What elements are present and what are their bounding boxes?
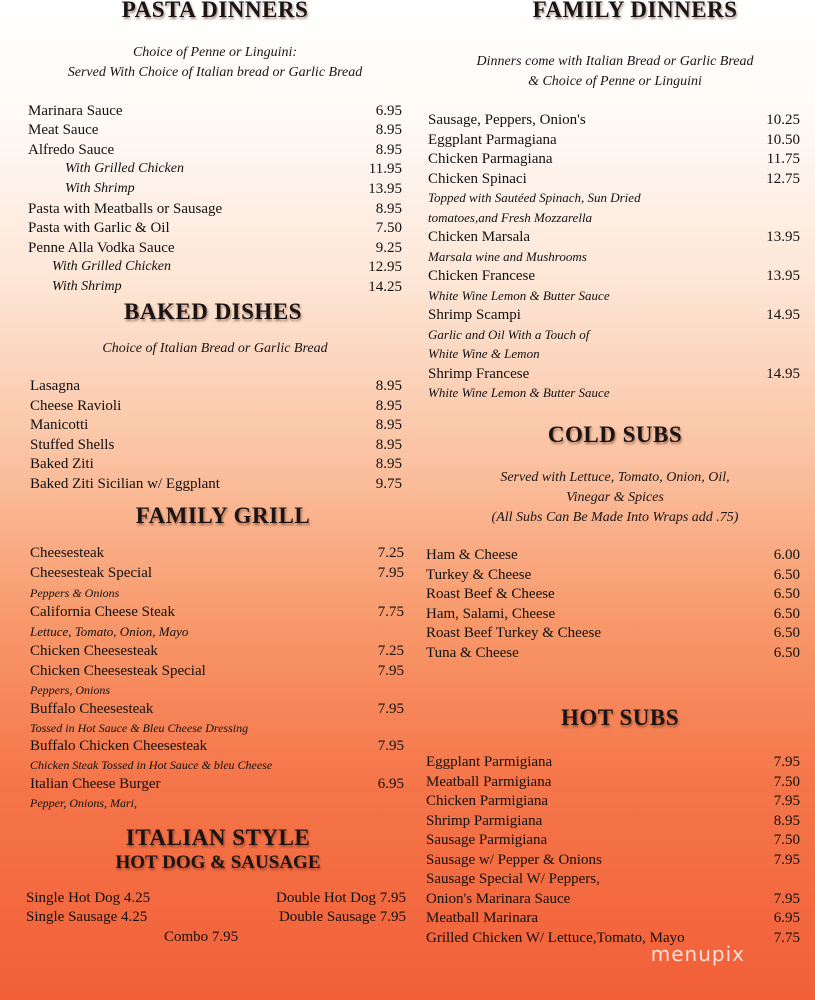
menu-item: [428, 130, 800, 150]
item-price: 7.95: [773, 891, 800, 907]
item-description: tomatoes,and Fresh Mozzarella: [428, 210, 593, 225]
item-name: Chicken Cheesesteak: [30, 643, 158, 659]
item-name: Ham & Cheese: [426, 547, 518, 563]
item-price: 8.95: [375, 398, 402, 414]
menu-item: [428, 305, 800, 325]
item-name: Buffalo Chicken Cheesesteak: [30, 738, 208, 754]
item-price: 7.95: [377, 738, 404, 754]
menu-item: [426, 889, 800, 909]
menu-item: [426, 772, 800, 792]
item-price: 6.00: [773, 547, 800, 563]
item-name: With Grilled Chicken: [52, 259, 171, 274]
menu-item: [26, 907, 406, 927]
item-description: White Wine Lemon & Butter Sauce: [428, 385, 610, 400]
menu-item: [30, 563, 404, 583]
combo: Combo 7.95: [164, 929, 239, 945]
menu-item: [30, 699, 404, 719]
single-sausage: Single Sausage 4.25: [26, 909, 148, 925]
item-name: Shrimp Parmigiana: [426, 813, 543, 829]
item-name: With Shrimp: [52, 279, 122, 294]
item-price: 6.95: [375, 103, 402, 119]
item-price: 8.95: [375, 456, 402, 472]
menu-item: [30, 415, 402, 435]
item-name: Sausage Special W/ Peppers,: [426, 871, 600, 887]
item-price: 6.50: [773, 606, 800, 622]
item-price: 7.95: [377, 565, 404, 581]
single-hot-dog: Single Hot Dog 4.25: [26, 890, 151, 906]
menu-item: [428, 110, 800, 130]
item-price: 7.50: [773, 774, 800, 790]
menu-item: [28, 101, 402, 121]
item-description: Chicken Steak Tossed in Hot Sauce & bleu Cheese: [30, 758, 273, 772]
family-note-2: & Choice of Penne or Linguini: [528, 74, 702, 89]
item-name: Stuffed Shells: [30, 437, 115, 453]
item-name: Roast Beef & Cheese: [426, 586, 555, 602]
item-name: Chicken Spinaci: [428, 171, 527, 187]
menu-item: [426, 545, 800, 565]
item-price: 7.50: [773, 832, 800, 848]
item-price: 8.95: [375, 417, 402, 433]
item-price: 6.50: [773, 645, 800, 661]
menu-item: [30, 435, 402, 455]
item-description: Tossed in Hot Sauce & Bleu Cheese Dressing: [30, 721, 249, 735]
menu-item: [426, 623, 800, 643]
menu-item: [30, 736, 404, 756]
menu-item: [428, 169, 800, 189]
menu-item: [426, 643, 800, 663]
item-name: Onion's Marinara Sauce: [426, 891, 571, 907]
item-name: Marinara Sauce: [28, 103, 123, 119]
item-name: Chicken Francese: [428, 268, 536, 284]
item-description: White Wine Lemon & Butter Sauce: [428, 288, 610, 303]
item-name: Manicotti: [30, 417, 89, 433]
menu-item: [428, 266, 800, 286]
item-price: 11.95: [368, 161, 402, 177]
item-name: Sausage, Peppers, Onion's: [428, 112, 586, 128]
item-name: Chicken Cheesesteak Special: [30, 663, 206, 679]
menu-item: [28, 218, 402, 238]
item-price: 6.50: [773, 586, 800, 602]
item-name: Cheese Ravioli: [30, 398, 122, 414]
menu-item: [30, 641, 404, 661]
item-price: 13.95: [368, 181, 402, 197]
item-price: 6.50: [773, 625, 800, 641]
item-name: Baked Ziti: [30, 456, 94, 472]
item-price: 8.95: [773, 813, 800, 829]
item-name: Shrimp Scampi: [428, 307, 521, 323]
item-name: Shrimp Francese: [428, 366, 530, 382]
item-name: Baked Ziti Sicilian w/ Eggplant: [30, 476, 220, 492]
menu-item: [426, 850, 800, 870]
menu-item: [164, 927, 304, 947]
hot-dog-sausage-subheading: HOT DOG & SAUSAGE: [115, 852, 321, 873]
item-price: 6.95: [377, 776, 404, 792]
item-name: Lasagna: [30, 378, 80, 394]
menu-item: [65, 179, 402, 199]
item-price: 14.25: [368, 279, 402, 295]
menu-item: [30, 454, 402, 474]
item-price: 7.95: [773, 852, 800, 868]
family-dinners-heading: FAMILY DINNERS: [532, 0, 738, 22]
pasta-dinners-heading: PASTA DINNERS: [121, 0, 309, 22]
menu-item: [426, 830, 800, 850]
family-grill-heading: FAMILY GRILL: [135, 503, 311, 528]
item-name: Chicken Parmagiana: [428, 151, 553, 167]
menu-item: [428, 227, 800, 247]
menu-item: [426, 752, 800, 772]
item-name: With Shrimp: [65, 181, 135, 196]
menu-item: [426, 604, 800, 624]
item-price: 7.95: [377, 663, 404, 679]
menu-item: [28, 238, 402, 258]
item-price: 9.25: [375, 240, 402, 256]
item-price: 7.95: [773, 754, 800, 770]
item-name: Sausage w/ Pepper & Onions: [426, 852, 602, 868]
menu-item: [30, 376, 402, 396]
item-price: 13.95: [766, 268, 800, 284]
cold-subs-heading: COLD SUBS: [547, 422, 683, 447]
item-description: Peppers & Onions: [30, 586, 120, 600]
item-name: Grilled Chicken W/ Lettuce,Tomato, Mayo: [426, 930, 685, 946]
menu-item: [52, 257, 402, 277]
item-description: Marsala wine and Mushrooms: [428, 249, 587, 264]
menu-item: [426, 869, 800, 889]
item-name: Cheesesteak: [30, 545, 105, 561]
item-name: Buffalo Cheesesteak: [30, 701, 154, 717]
item-price: 7.50: [375, 220, 402, 236]
item-price: 11.75: [766, 151, 800, 167]
item-price: 7.95: [773, 793, 800, 809]
item-price: 8.95: [375, 201, 402, 217]
item-price: 6.95: [773, 910, 800, 926]
item-name: Sausage Parmigiana: [426, 832, 548, 848]
item-description: Garlic and Oil With a Touch of: [428, 327, 590, 342]
menu-item: [28, 120, 402, 140]
baked-note: Choice of Italian Bread or Garlic Bread: [102, 341, 328, 356]
item-name: California Cheese Steak: [30, 604, 175, 620]
item-name: Pasta with Garlic & Oil: [28, 220, 170, 236]
double-sausage: Double Sausage 7.95: [278, 909, 406, 925]
item-description: Topped with Sautéed Spinach, Sun Dried: [428, 190, 641, 205]
menu-item: [52, 277, 402, 297]
item-price: 14.95: [766, 307, 800, 323]
item-price: 10.25: [766, 112, 800, 128]
item-price: 8.95: [375, 437, 402, 453]
menu-item: [428, 364, 800, 384]
item-price: 14.95: [766, 366, 800, 382]
item-name: Eggplant Parmagiana: [428, 132, 557, 148]
item-price: 7.25: [377, 643, 404, 659]
menu-item: [30, 474, 402, 494]
cold-note-3: (All Subs Can Be Made Into Wraps add .75): [491, 510, 739, 525]
item-name: Chicken Marsala: [428, 229, 531, 245]
item-price: 9.75: [375, 476, 402, 492]
item-description: Peppers, Onions: [30, 683, 110, 697]
item-price: 10.50: [766, 132, 800, 148]
menu-item: [30, 661, 404, 681]
cold-note-2: Vinegar & Spices: [566, 490, 664, 505]
menu-item: [428, 149, 800, 169]
item-price: 7.25: [377, 545, 404, 561]
baked-dishes-heading: BAKED DISHES: [124, 299, 302, 324]
item-name: Alfredo Sauce: [28, 142, 115, 158]
cold-note-1: Served with Lettuce, Tomato, Onion, Oil,: [500, 470, 730, 485]
item-name: Cheesesteak Special: [30, 565, 153, 581]
item-price: 8.95: [375, 122, 402, 138]
item-description: Pepper, Onions, Mari,: [30, 796, 137, 810]
menu-item: [30, 602, 404, 622]
item-name: Italian Cheese Burger: [30, 776, 161, 792]
menu-item: [426, 908, 800, 928]
item-name: Ham, Salami, Cheese: [426, 606, 556, 622]
item-name: Tuna & Cheese: [426, 645, 519, 661]
double-hot-dog: Double Hot Dog 7.95: [276, 890, 406, 906]
item-price: 12.95: [368, 259, 402, 275]
item-name: Chicken Parmigiana: [426, 793, 549, 809]
item-price: 8.95: [375, 142, 402, 158]
item-name: Roast Beef Turkey & Cheese: [426, 625, 601, 641]
menu-item: [426, 565, 800, 585]
menu-item: [30, 543, 404, 563]
item-description: White Wine & Lemon: [428, 346, 540, 361]
item-name: With Grilled Chicken: [65, 161, 184, 176]
menu-item: [426, 811, 800, 831]
item-name: Eggplant Parmigiana: [426, 754, 553, 770]
pasta-note-2: Served With Choice of Italian bread or Garlic Bread: [67, 65, 363, 80]
item-price: 7.95: [377, 701, 404, 717]
menu-item: [28, 140, 402, 160]
item-description: Lettuce, Tomato, Onion, Mayo: [30, 624, 189, 639]
item-name: Meat Sauce: [28, 122, 99, 138]
pasta-note-1: Choice of Penne or Linguini:: [132, 45, 298, 60]
family-note-1: Dinners come with Italian Bread or Garlic Bread: [476, 54, 754, 69]
item-name: Meatball Marinara: [426, 910, 539, 926]
menu-item: [30, 396, 402, 416]
menu-item: [426, 584, 800, 604]
item-price: 6.50: [773, 567, 800, 583]
item-name: Turkey & Cheese: [426, 567, 532, 583]
item-price: 12.75: [766, 171, 800, 187]
menu-item: [426, 791, 800, 811]
item-name: Penne Alla Vodka Sauce: [28, 240, 175, 256]
item-name: Pasta with Meatballs or Sausage: [28, 201, 223, 217]
item-price: 7.75: [377, 604, 404, 620]
italian-style-heading: ITALIAN STYLE: [125, 825, 311, 850]
menu-item: [65, 159, 402, 179]
menu-item: [26, 888, 406, 908]
hot-subs-heading: HOT SUBS: [561, 705, 679, 730]
item-price: 7.75: [773, 930, 800, 946]
item-name: Meatball Parmigiana: [426, 774, 552, 790]
item-price: 13.95: [766, 229, 800, 245]
item-price: 8.95: [375, 378, 402, 394]
menupix-watermark: menupix: [650, 942, 745, 966]
menu-item: [30, 774, 404, 794]
menu-item: [28, 199, 402, 219]
